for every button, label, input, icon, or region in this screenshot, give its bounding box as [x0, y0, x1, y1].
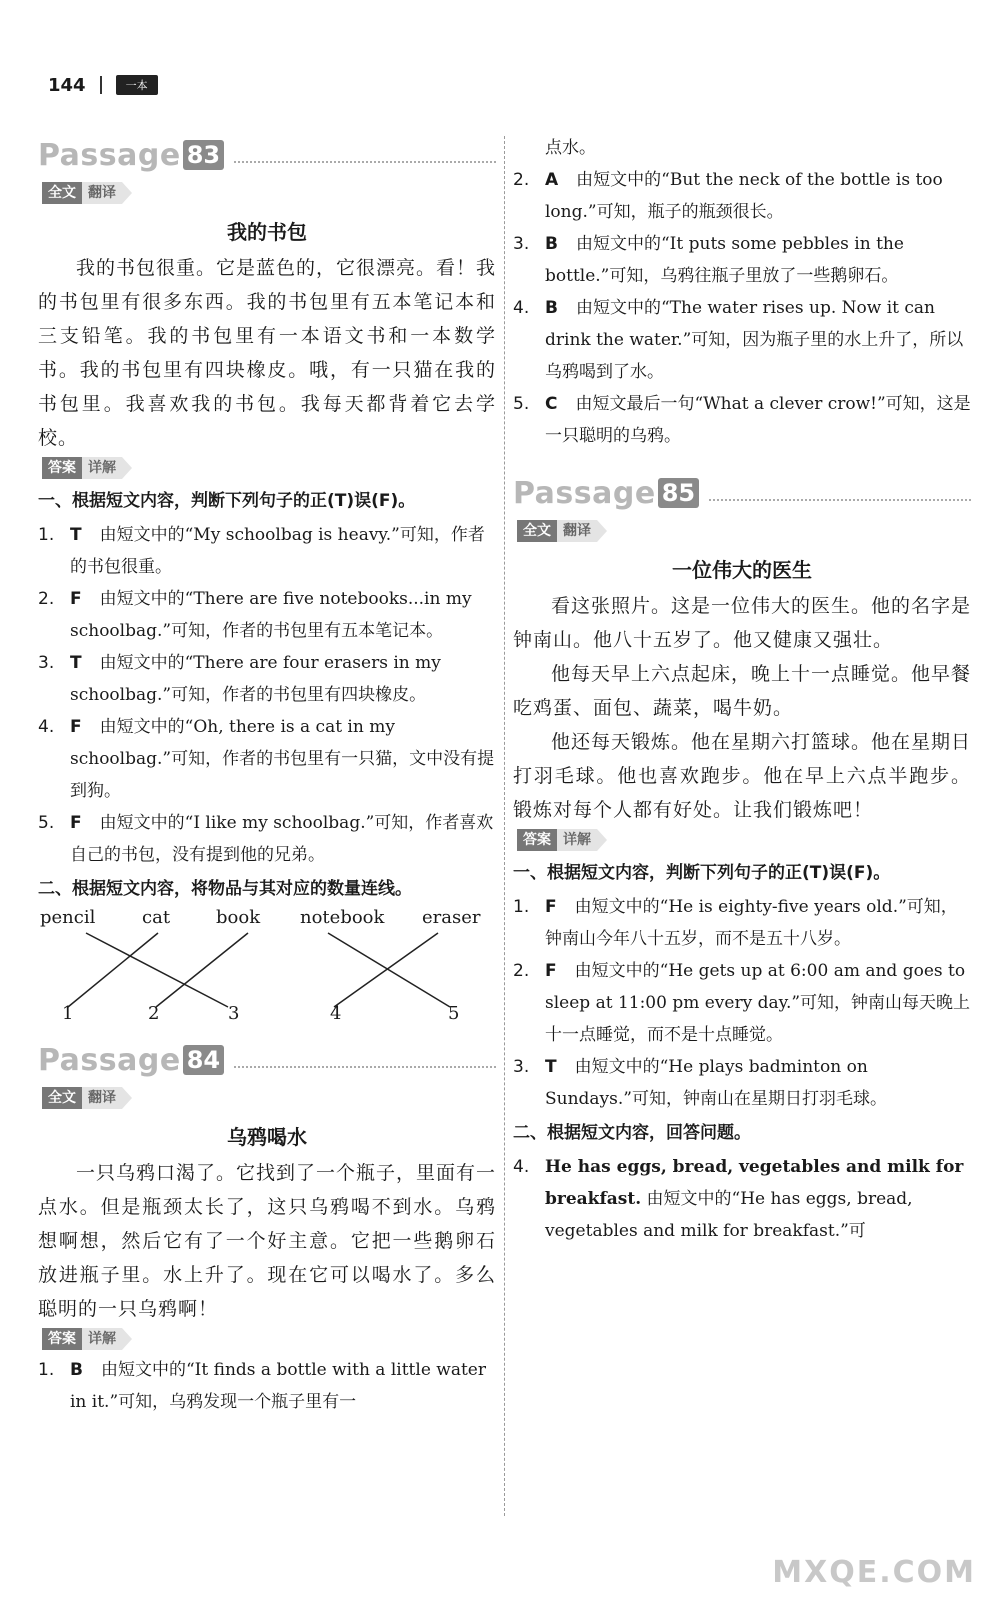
translation-paragraph: 他还每天锻炼。他在星期六打篮球。他在星期日打羽毛球。他也喜欢跑步。他在早上六点半跑步。锻炼对每个人都有好处。让我们锻炼吧！	[513, 731, 972, 821]
passage-label: Passage	[513, 475, 656, 511]
item-number: 2.	[513, 170, 530, 190]
translation-paragraph: 他每天早上六点起床，晚上十一点睡觉。他早餐吃鸡蛋、面包、蔬菜，喝牛奶。	[513, 663, 972, 719]
section-heading: 一、根据短文内容，判断下列句子的正(T)误(F)。	[38, 491, 416, 511]
section-heading: 二、根据短文内容，回答问题。	[513, 1123, 751, 1143]
answer-item	[513, 228, 971, 292]
answer-item	[513, 388, 971, 452]
tag-label: 答案	[42, 1328, 82, 1350]
item-answer: T	[545, 1057, 557, 1077]
tag-label: 答案	[517, 829, 557, 851]
match-word: cat	[142, 907, 171, 928]
passage-84-heading	[38, 1041, 496, 1079]
item-explanation: 由短文中的“There are four erasers in my schoolbag.”可知，作者的书包里有四块橡皮。	[70, 653, 441, 705]
passage-number: 83	[183, 140, 224, 170]
match-number: 5	[448, 1003, 460, 1024]
item-explanation: 由短文中的“My schoolbag is heavy.”可知，作者的书包很重。	[70, 525, 485, 577]
match-line	[156, 933, 248, 1007]
answer-tag	[42, 1328, 132, 1350]
match-line	[328, 933, 450, 1007]
page-number: 144	[48, 74, 86, 96]
answer-item	[38, 1354, 496, 1418]
tag-arrow-icon	[122, 1328, 132, 1350]
item-number: 3.	[513, 1057, 530, 1077]
column-divider	[504, 136, 505, 1516]
match-word: eraser	[422, 907, 481, 928]
item-answer: B	[70, 1360, 83, 1380]
item-answer: T	[70, 525, 82, 545]
answer-item	[513, 891, 971, 955]
passage-83-heading	[38, 136, 496, 174]
passage-title: 我的书包	[227, 220, 307, 244]
translation-paragraph: 我的书包很重。它是蓝色的，它很漂亮。看！我的书包里有很多东西。我的书包里有五本笔记本和三支铅笔。我的书包里有一本语文书和一本数学书。我的书包里有四块橡皮。哦，有一只猫在我的书包里。我喜欢我的书包。我每天都背着它去学校。	[38, 257, 497, 449]
item-answer: T	[70, 653, 82, 673]
watermark-logo: MXQE.COM	[772, 1555, 976, 1590]
answer-tag	[517, 829, 607, 851]
answer-item	[38, 647, 496, 711]
item-number: 2.	[38, 589, 55, 609]
passage-label: Passage	[38, 1042, 181, 1078]
item-number: 4.	[513, 298, 530, 318]
passage-85-heading	[513, 474, 971, 512]
item-answer: F	[70, 813, 82, 833]
tag-arrow-icon	[597, 829, 607, 851]
passage-label: Passage	[38, 137, 181, 173]
dotted-rule	[709, 499, 971, 501]
section-heading: 二、根据短文内容，将物品与其对应的数量连线。	[38, 879, 412, 899]
item-answer: F	[70, 717, 82, 737]
tag-arrow-icon	[122, 1087, 132, 1109]
item-explanation: 由短文中的“Oh, there is a cat in my schoolbag.”可知，作者的书包里有一只猫，文中没有提到狗。	[70, 717, 495, 801]
passage-number: 85	[658, 478, 699, 508]
answer-item	[513, 1151, 971, 1247]
item-answer: F	[70, 589, 82, 609]
item-number: 5.	[38, 813, 55, 833]
item-answer: He has eggs, bread, vegetables and milk for breakfast.	[545, 1157, 964, 1209]
match-line	[86, 933, 228, 1007]
match-line	[334, 933, 438, 1007]
item-explanation: 由短文中的“The water rises up. Now it can drink the water.”可知，因为瓶子里的水上升了，所以乌鸦喝到了水。	[545, 298, 964, 382]
item-explanation: 由短文中的“I like my schoolbag.”可知，作者喜欢自己的书包，没有提到他的兄弟。	[70, 813, 494, 865]
passage-title: 乌鸦喝水	[227, 1125, 307, 1149]
answer-item	[38, 807, 496, 871]
match-number: 2	[148, 1003, 160, 1024]
item-answer: F	[545, 961, 557, 981]
item-number: 1.	[38, 1360, 55, 1380]
item-answer: A	[545, 170, 559, 190]
header-divider	[100, 76, 102, 94]
tag-label: 全文	[42, 182, 82, 204]
left-column	[38, 132, 496, 1418]
tag-label: 详解	[82, 457, 122, 479]
tag-label: 全文	[517, 520, 557, 542]
matching-diagram	[38, 907, 496, 1037]
section-heading: 一、根据短文内容，判断下列句子的正(T)误(F)。	[513, 863, 891, 883]
item-answer: B	[545, 234, 558, 254]
tag-label: 翻译	[82, 182, 122, 204]
item-explanation: 由短文中的“He is eighty-five years old.”可知，钟南山今年八十五岁，而不是五十八岁。	[545, 897, 958, 949]
match-number: 3	[228, 1003, 240, 1024]
passage-title: 一位伟大的医生	[672, 558, 812, 582]
tag-arrow-icon	[597, 520, 607, 542]
match-word: book	[216, 907, 261, 928]
dotted-rule	[234, 1066, 496, 1068]
header-tag: 一本	[116, 75, 158, 95]
tag-arrow-icon	[122, 457, 132, 479]
answer-item	[513, 1051, 971, 1115]
answer-item	[513, 164, 971, 228]
dotted-rule	[234, 161, 496, 163]
match-number: 4	[330, 1003, 342, 1024]
translation-tag	[517, 520, 607, 542]
item-explanation: 由短文最后一句“What a clever crow!”可知，这是一只聪明的乌鸦。	[545, 394, 971, 446]
item-explanation: 由短文中的“He gets up at 6:00 am and goes to sleep at 11:00 pm every day.”可知，钟南山每天晚上十一点睡觉，而不是十点睡觉。	[545, 961, 971, 1045]
item-answer: F	[545, 897, 557, 917]
match-number: 1	[62, 1003, 74, 1024]
item-number: 3.	[38, 653, 55, 673]
match-word: notebook	[300, 907, 385, 928]
answer-item	[38, 711, 496, 807]
translation-tag	[42, 1087, 132, 1109]
continued-text: 点水。	[545, 138, 596, 158]
answer-item	[513, 955, 971, 1051]
page-header	[48, 70, 158, 100]
match-word: pencil	[40, 907, 96, 928]
item-number: 5.	[513, 394, 530, 414]
item-explanation: 由短文中的“There are five notebooks...in my schoolbag.”可知，作者的书包里有五本笔记本。	[70, 589, 472, 641]
item-explanation: 由短文中的“But the neck of the bottle is too long.”可知，瓶子的瓶颈很长。	[545, 170, 943, 222]
item-number: 4.	[38, 717, 55, 737]
item-explanation: 由短文中的“He has eggs, bread, vegetables and milk for breakfast.”可	[545, 1189, 913, 1241]
tag-label: 详解	[82, 1328, 122, 1350]
item-explanation: 由短文中的“He plays badminton on Sundays.”可知，钟南山在星期日打羽毛球。	[545, 1057, 887, 1109]
tag-label: 答案	[42, 457, 82, 479]
item-number: 3.	[513, 234, 530, 254]
answer-item	[513, 292, 971, 388]
passage-number: 84	[183, 1045, 224, 1075]
item-explanation: 由短文中的“It finds a bottle with a little water in it.”可知，乌鸦发现一个瓶子里有一	[70, 1360, 486, 1412]
item-number: 1.	[513, 897, 530, 917]
answer-item	[38, 583, 496, 647]
item-answer: B	[545, 298, 558, 318]
translation-paragraph: 一只乌鸦口渴了。它找到了一个瓶子，里面有一点水。但是瓶颈太长了，这只乌鸦喝不到水。乌鸦想啊想，然后它有了一个好主意。它把一些鹅卵石放进瓶子里。水上升了。现在它可以喝水了。多么聪明的一只乌鸦啊！	[38, 1162, 497, 1320]
translation-paragraph: 看这张照片。这是一位伟大的医生。他的名字是钟南山。他八十五岁了。他又健康又强壮。	[513, 595, 972, 651]
item-number: 2.	[513, 961, 530, 981]
right-column	[513, 132, 971, 1247]
translation-tag	[42, 182, 132, 204]
match-line	[68, 933, 158, 1007]
item-explanation: 由短文中的“It puts some pebbles in the bottle.”可知，乌鸦往瓶子里放了一些鹅卵石。	[545, 234, 904, 286]
item-number: 1.	[38, 525, 55, 545]
item-number: 4.	[513, 1157, 530, 1177]
item-answer: C	[545, 394, 558, 414]
answer-item	[38, 519, 496, 583]
tag-label: 详解	[557, 829, 597, 851]
tag-label: 翻译	[82, 1087, 122, 1109]
tag-label: 全文	[42, 1087, 82, 1109]
tag-arrow-icon	[122, 182, 132, 204]
answer-tag	[42, 457, 132, 479]
tag-label: 翻译	[557, 520, 597, 542]
